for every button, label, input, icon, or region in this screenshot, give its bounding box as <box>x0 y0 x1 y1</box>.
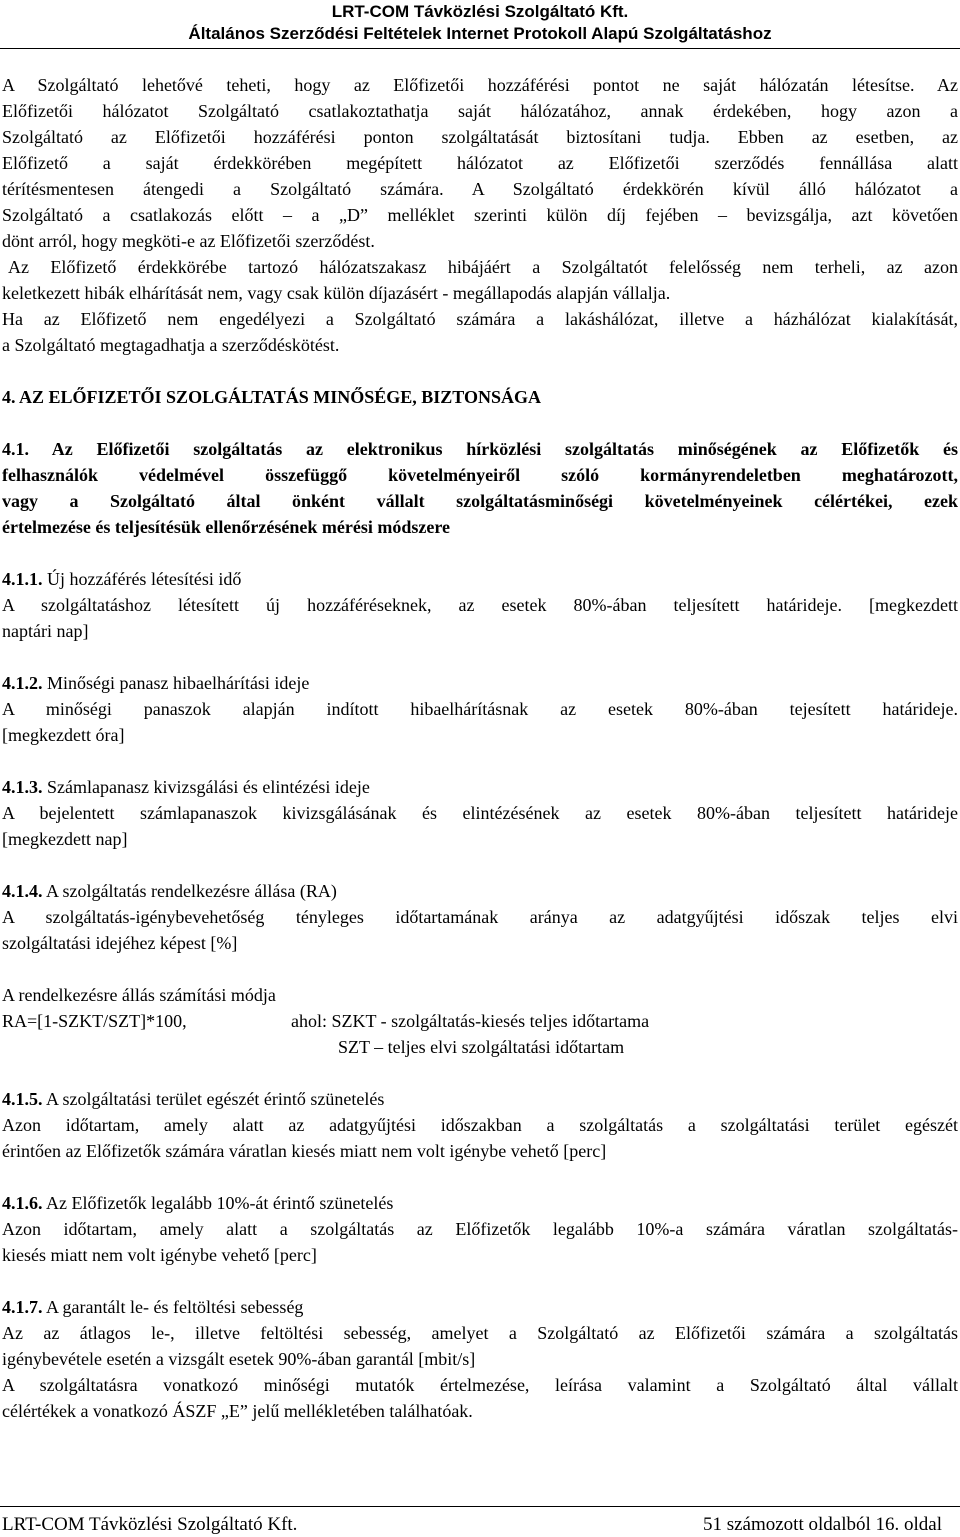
ra-where-szt: SZT – teljes elvi szolgáltatási időtartam <box>338 1037 625 1057</box>
footer-page-number: 51 számozott oldalból 16. oldal <box>702 1514 942 1535</box>
item-text: érintően az Előfizetők számára váratlan kiesés miatt nem volt igénybe vehető [perc] <box>2 1141 607 1161</box>
item-text: A szolgáltatáshoz létesített új hozzáféréseknek, az esetek 80%-ában teljesített határideje. [megkezdett <box>2 595 958 615</box>
intro-line: Előfizető a saját érdekkörében megépített hálózatot az Előfizetői szerződés fennállása alatt <box>2 153 958 173</box>
item-text: szolgáltatási idejéhez képest [%] <box>2 933 238 953</box>
item-text: naptári nap] <box>2 621 89 641</box>
item-title: A szolgáltatás rendelkezésre állása (RA) <box>46 881 337 901</box>
header-subtitle: Általános Szerződési Feltételek Internet Protokoll Alapú Szolgáltatáshoz <box>188 24 772 43</box>
intro-line: Ha az Előfizető nem engedélyezi a Szolgáltató számára a lakáshálózat, illetve a házhálózat kialakítását, <box>2 309 958 329</box>
ra-title: A rendelkezésre állás számítási módja <box>2 985 276 1005</box>
item-heading <box>2 670 958 696</box>
ra-formula-row-2 <box>2 1034 958 1060</box>
item-number: 4.1.4. <box>2 881 43 901</box>
item-heading <box>2 1086 958 1112</box>
subsection-line: értelmezése és teljesítésük ellenőrzésének mérési módszere <box>2 517 450 537</box>
item-heading <box>2 1294 958 1320</box>
item-text: célértékek a vonatkozó ÁSZF „E” jelű mellékletében találhatóak. <box>2 1401 473 1421</box>
item-text: [megkezdett óra] <box>2 725 125 745</box>
ra-formula: RA=[1-SZKT/SZT]*100, <box>2 1011 187 1031</box>
item-text: Azon időtartam, amely alatt a szolgáltatás az Előfizetők legalább 10%-a számára váratlan szolgáltatás- <box>2 1219 958 1239</box>
item-heading <box>2 878 958 904</box>
intro-line: Szolgáltató a csatlakozás előtt – a „D” melléklet szerinti külön díj fejében – bevizsgálja, azt követően <box>2 205 958 225</box>
document-body <box>2 72 958 1424</box>
section-heading: 4. AZ ELŐFIZETŐI SZOLGÁLTATÁS MINŐSÉGE, BIZTONSÁGA <box>2 387 541 407</box>
item-title: Az Előfizetők legalább 10%-át érintő szünetelés <box>46 1193 394 1213</box>
intro-line: Az Előfizető érdekkörébe tartozó hálózatszakasz hibájáért a Szolgáltatót felelősség nem terheli, az azon <box>8 257 958 277</box>
intro-line: térítésmentesen átengedi a Szolgáltató számára. A Szolgáltató érdekkörén kívül álló hálózatot a <box>2 179 958 199</box>
intro-line: keletkezett hibák elhárítását nem, vagy csak külön díjazásért - megállapodás alapján vállalja. <box>2 283 671 303</box>
item-number: 4.1.5. <box>2 1089 43 1109</box>
intro-line: a Szolgáltató megtagadhatja a szerződéskötést. <box>2 335 340 355</box>
item-title: A szolgáltatási terület egészét érintő szünetelés <box>46 1089 385 1109</box>
item-text: Azon időtartam, amely alatt az adatgyűjtési időszakban a szolgáltatás a szolgáltatási terület egészét <box>2 1115 958 1135</box>
item-number: 4.1.3. <box>2 777 43 797</box>
item-text: kiesés miatt nem volt igénybe vehető [perc] <box>2 1245 317 1265</box>
item-number: 4.1.1. <box>2 569 43 589</box>
intro-line: Előfizetői hálózatot Szolgáltató csatlakoztathatja saját hálózatához, annak érdekében, hogy azon a <box>2 101 958 121</box>
item-text: [megkezdett nap] <box>2 829 128 849</box>
ra-where-szkt: ahol: SZKT - szolgáltatás-kiesés teljes időtartama <box>291 1011 650 1031</box>
item-text: A szolgáltatás-igénybevehetőség tényleges időtartamának aránya az adatgyűjtési időszak teljes elvi <box>2 907 958 927</box>
item-text: igénybevétele esetén a vizsgált esetek 90%-ában garantál [mbit/s] <box>2 1349 476 1369</box>
subsection-line: 4.1. Az Előfizetői szolgáltatás az elektronikus hírközlési szolgáltatás minőségének az Előfizetők és <box>2 439 958 459</box>
item-text: Az az átlagos le-, illetve feltöltési sebesség, amelyet a Szolgáltató az Előfizetői számára a szolgáltatás <box>2 1323 958 1343</box>
footer-company: LRT-COM Távközlési Szolgáltató Kft. <box>2 1514 298 1535</box>
item-heading <box>2 1190 958 1216</box>
subsection-line: felhasználók védelmével összefüggő követelményeiről szóló kormányrendeletben meghatározott, <box>2 465 958 485</box>
ra-formula-row <box>2 1008 958 1034</box>
item-title: A garantált le- és feltöltési sebesség <box>46 1297 304 1317</box>
intro-line: A Szolgáltató lehetővé teheti, hogy az Előfizetői hozzáférési pontot ne saját hálózatán létesítse. Az <box>2 75 958 95</box>
item-text: A szolgáltatásra vonatkozó minőségi mutatók értelmezése, leírása valamint a Szolgáltató által vállalt <box>2 1375 958 1395</box>
item-title: Minőségi panasz hibaelhárítási ideje <box>47 673 310 693</box>
item-title: Számlapanasz kivizsgálási és elintézési ideje <box>47 777 370 797</box>
footer-divider <box>0 1506 960 1507</box>
item-title: Új hozzáférés létesítési idő <box>47 569 242 589</box>
header-company: LRT-COM Távközlési Szolgáltató Kft. <box>331 2 629 21</box>
header-divider <box>0 48 960 49</box>
item-heading <box>2 566 958 592</box>
page-header <box>0 0 960 45</box>
item-text: A bejelentett számlapanaszok kivizsgálásának és elintézésének az esetek 80%-ában teljesített határideje <box>2 803 958 823</box>
item-text: A minőségi panaszok alapján indított hibaelhárításnak az esetek 80%-ában tejesített határideje. <box>2 699 958 719</box>
item-number: 4.1.2. <box>2 673 43 693</box>
subsection-line: vagy a Szolgáltató által önként vállalt szolgáltatásminőségi követelményeinek célértékei, ezek <box>2 491 958 511</box>
item-heading <box>2 774 958 800</box>
item-number: 4.1.6. <box>2 1193 43 1213</box>
intro-line: Szolgáltató az Előfizetői hozzáférési ponton szolgáltatását biztosítani tudja. Ebben az esetben, az <box>2 127 958 147</box>
intro-line: dönt arról, hogy megköti-e az Előfizetői szerződést. <box>2 231 375 251</box>
item-number: 4.1.7. <box>2 1297 43 1317</box>
